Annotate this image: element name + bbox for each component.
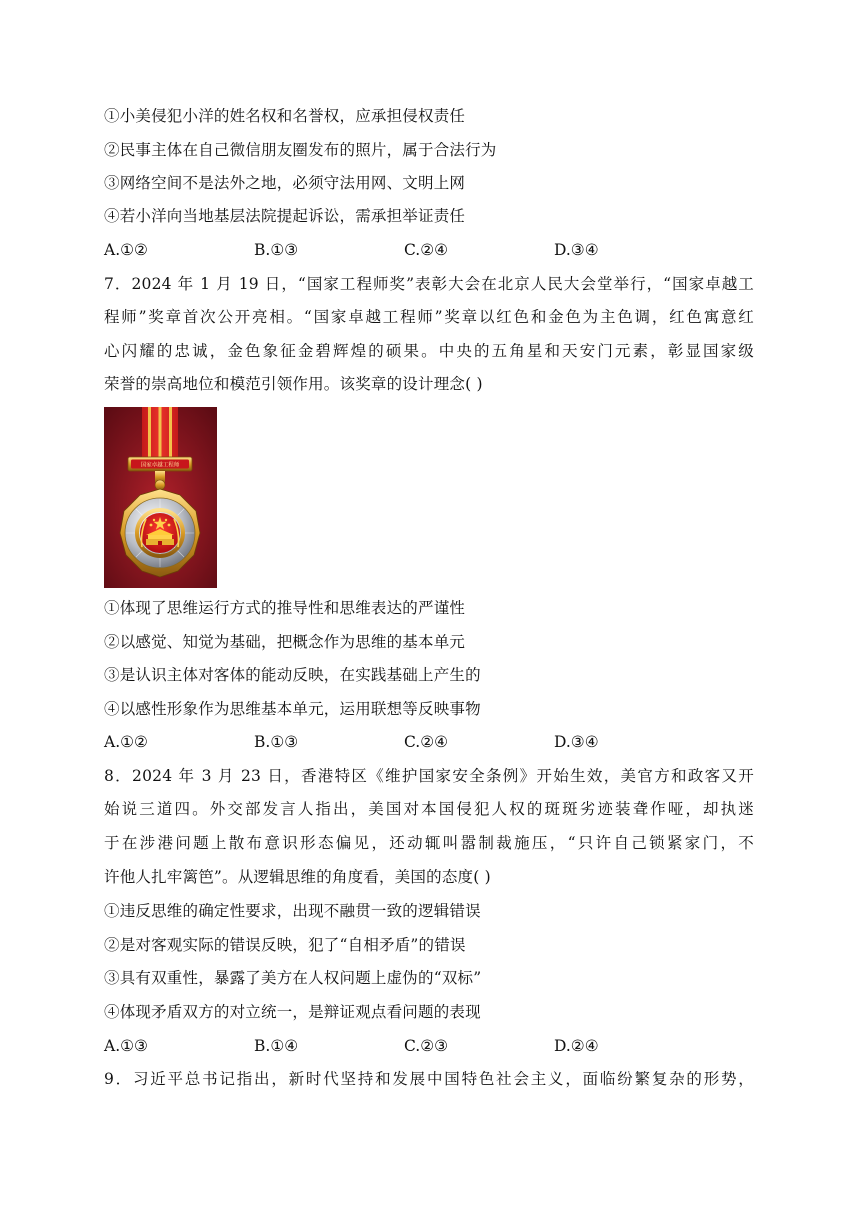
q7-stem-line-2: 程师”奖章首次公开亮相。“国家卓越工程师”奖章以红色和金色为主色调，红色寓意红 xyxy=(104,308,754,326)
q6-option-1: ①小美侵犯小洋的姓名权和名誉权，应承担侵权责任 xyxy=(104,107,466,125)
q7-option-1: ①体现了思维运行方式的推导性和思维表达的严谨性 xyxy=(104,599,466,617)
medal-image xyxy=(104,407,217,588)
q7-stem-line-1: 7．2024 年 1 月 19 日，“国家工程师奖”表彰大会在北京人民大会堂举行，“国家卓越工 xyxy=(104,275,754,293)
q8-choices xyxy=(104,1036,704,1056)
q8-option-2: ②是对客观实际的错误反映，犯了“自相矛盾”的错误 xyxy=(104,936,466,954)
q8-option-3: ③具有双重性，暴露了美方在人权问题上虚伪的“双标” xyxy=(104,969,482,987)
q7-option-3: ③是认识主体对客体的能动反映，在实践基础上产生的 xyxy=(104,666,481,684)
q6-choice-d: D.③④ xyxy=(554,241,599,259)
medal-label: 国家卓越工程师 xyxy=(140,462,180,469)
q8-option-4: ④体现矛盾双方的对立统一，是辩证观点看问题的表现 xyxy=(104,1003,481,1021)
q6-option-4: ④若小洋向当地基层法院提起诉讼，需承担举证责任 xyxy=(104,207,466,225)
q8-stem-line-3: 于在涉港问题上散布意识形态偏见，还动辄叫嚣制裁施压，“只许自己锁紧家门，不 xyxy=(104,834,754,852)
q8-option-1: ①违反思维的确定性要求，出现不融贯一致的逻辑错误 xyxy=(104,902,481,920)
q7-choice-a: A.①② xyxy=(104,733,148,751)
q6-option-3: ③网络空间不是法外之地，必须守法用网、文明上网 xyxy=(104,174,466,192)
q7-choice-c: C.②④ xyxy=(404,733,449,751)
q6-choice-b: B.①③ xyxy=(254,241,299,259)
q8-choice-c: C.②③ xyxy=(404,1037,449,1055)
q6-choice-a: A.①② xyxy=(104,241,148,259)
q7-option-4: ④以感性形象作为思维基本单元，运用联想等反映事物 xyxy=(104,700,481,718)
q8-stem-line-2: 始说三道四。外交部发言人指出，美国对本国侵犯人权的斑斑劣迹装聋作哑，却执迷 xyxy=(104,800,754,818)
q7-stem-line-4: 荣誉的崇高地位和模范引领作用。该奖章的设计理念( ) xyxy=(104,375,483,393)
q9-stem-line-1: 9．习近平总书记指出，新时代坚持和发展中国特色社会主义，面临纷繁复杂的形势， xyxy=(104,1070,754,1088)
q7-stem-line-3: 心闪耀的忠诚，金色象征金碧辉煌的硕果。中央的五角星和天安门元素，彰显国家级 xyxy=(104,342,754,360)
q8-stem-line-1: 8．2024 年 3 月 23 日，香港特区《维护国家安全条例》开始生效，美官方和政客又开 xyxy=(104,767,754,785)
q6-option-2: ②民事主体在自己微信朋友圈发布的照片，属于合法行为 xyxy=(104,141,497,159)
q7-choice-b: B.①③ xyxy=(254,733,299,751)
q8-stem-line-4: 许他人扎牢篱笆”。从逻辑思维的角度看，美国的态度( ) xyxy=(104,868,491,886)
q8-choice-d: D.②④ xyxy=(554,1037,599,1055)
q8-choice-b: B.①④ xyxy=(254,1037,299,1055)
q7-choices xyxy=(104,732,704,752)
q6-choices xyxy=(104,240,704,260)
q6-choice-c: C.②④ xyxy=(404,241,449,259)
q8-choice-a: A.①③ xyxy=(104,1037,148,1055)
q7-choice-d: D.③④ xyxy=(554,733,599,751)
q7-option-2: ②以感觉、知觉为基础，把概念作为思维的基本单元 xyxy=(104,633,466,651)
